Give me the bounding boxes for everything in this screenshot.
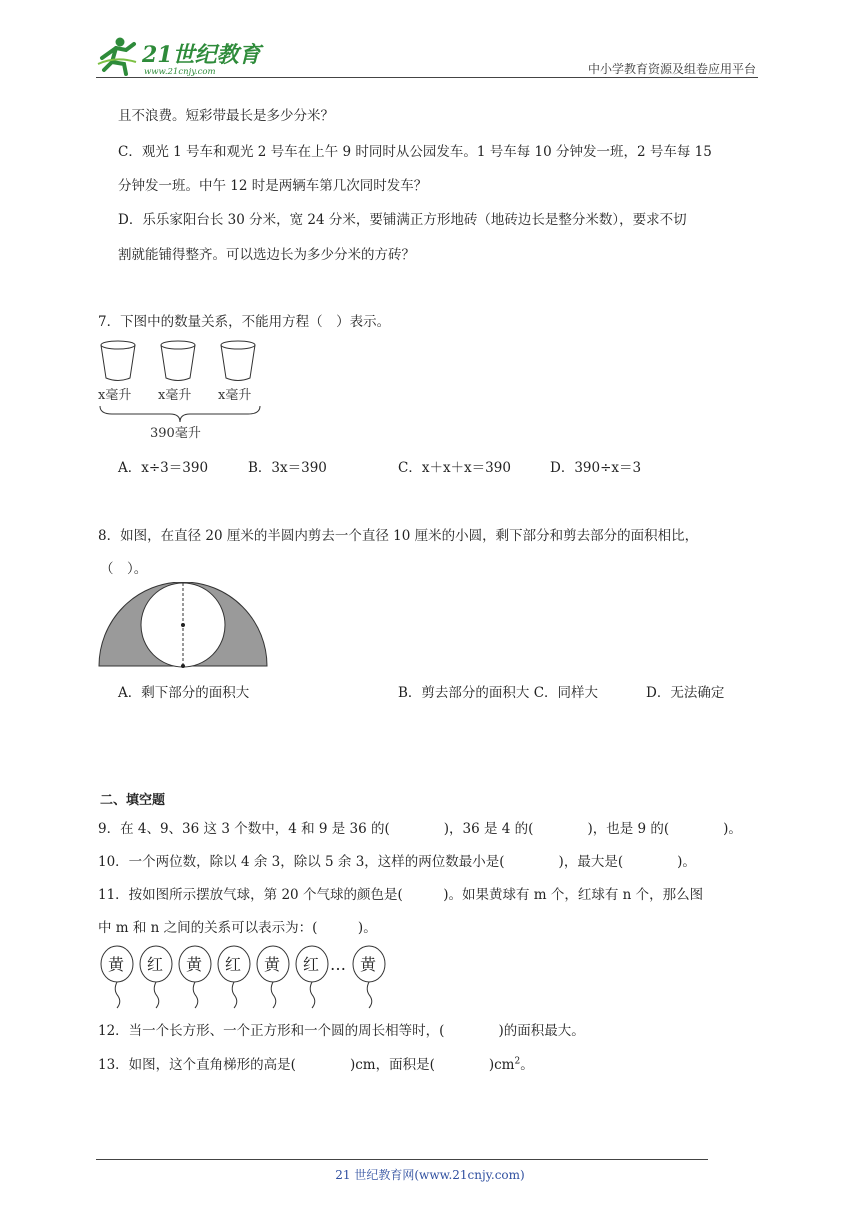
q9-text: 9．在 4、9、36 这 3 个数中，4 和 9 是 36 的( )，36 是 4 的( )，也是 9 的( )。	[98, 821, 742, 837]
balloon-4	[218, 946, 250, 1008]
q7-option-b: B．3x＝390	[248, 460, 327, 476]
q11-balloons-figure	[98, 944, 388, 1010]
balloon-label-4: 红	[225, 955, 242, 974]
balloon-label-3: 黄	[186, 955, 203, 974]
cup-label-1: x毫升	[98, 388, 132, 403]
q11-line-2: 中 m 和 n 之间的关系可以表示为：( )。	[98, 920, 377, 936]
balloon-label-7: 黄	[360, 955, 377, 974]
runner-logo-icon	[96, 34, 266, 78]
q8-stem-line-1: 8．如图，在直径 20 厘米的半圆内剪去一个直径 10 厘米的小圆，剩下部分和剪去部分的面积相比，	[98, 528, 699, 544]
q6-line-1: 且不浪费。短彩带最长是多少分米？	[118, 108, 334, 124]
balloon-1	[101, 946, 133, 1008]
balloon-label-1: 黄	[108, 955, 125, 974]
cup-1	[101, 341, 135, 381]
cup-2	[161, 341, 195, 381]
balloon-3	[179, 946, 211, 1008]
q8-option-b-c: B．剪去部分的面积大 C．同样大	[398, 685, 599, 701]
base-dot	[181, 664, 185, 668]
balloon-label-6: 红	[303, 955, 320, 974]
q6-option-d-line-1: D．乐乐家阳台长 30 分米，宽 24 分米，要铺满正方形地砖（地砖边长是整分米数），要求不切	[118, 212, 687, 228]
center-dot	[181, 623, 185, 627]
balloon-label-2: 红	[147, 955, 164, 974]
q8-option-d: D．无法确定	[646, 685, 725, 701]
balloon-5	[257, 946, 289, 1008]
brand-logo	[96, 34, 266, 78]
section-2-title: 二、填空题	[100, 793, 166, 808]
q7-option-d: D．390÷x＝3	[550, 460, 642, 476]
cup-label-2: x毫升	[158, 388, 192, 403]
q7-stem: 7．下图中的数量关系，不能用方程（ ）表示。	[98, 314, 391, 330]
balloon-7	[353, 946, 385, 1008]
q10-text: 10．一个两位数，除以 4 余 3，除以 5 余 3，这样的两位数最小是( )，最大是( )。	[98, 854, 696, 870]
q7-option-a: A．x÷3＝390	[118, 460, 209, 476]
q8-semicircle-figure	[96, 582, 272, 672]
footer-text: 21 世纪教育网(www.21cnjy.com)	[335, 1168, 525, 1182]
q8-stem-line-2: （ ）。	[100, 561, 148, 577]
balloon-6	[296, 946, 328, 1008]
q13-prefix: 13．如图，这个直角梯形的高是( )cm，面积是( )cm	[98, 1057, 515, 1073]
brand-name: 21世纪教育	[142, 42, 261, 68]
brand-url: www.21cnjy.com	[144, 67, 216, 77]
total-label: 390毫升	[150, 426, 201, 441]
q13-superscript: 2	[514, 1056, 521, 1067]
header-divider	[96, 77, 758, 78]
q7-cups-figure	[96, 336, 266, 442]
q12-text: 12．当一个长方形、一个正方形和一个圆的周长相等时，( )的面积最大。	[98, 1023, 585, 1039]
header-platform-text: 中小学教育资源及组卷应用平台	[587, 62, 756, 76]
footer-divider	[96, 1159, 708, 1160]
q11-line-1: 11．按如图所示摆放气球，第 20 个气球的颜色是( )。如果黄球有 m 个，红球有 n 个，那么图	[98, 887, 704, 903]
balloon-ellipsis: …	[330, 955, 346, 974]
cup-label-3: x毫升	[218, 388, 252, 403]
q6-option-c-line-2: 分钟发一班。中午 12 时是两辆车第几次同时发车？	[118, 178, 428, 194]
balloon-label-5: 黄	[264, 955, 281, 974]
balloon-2	[140, 946, 172, 1008]
q6-option-d-line-2: 割就能铺得整齐。可以选边长为多少分米的方砖？	[118, 247, 415, 263]
q13-suffix: 。	[520, 1057, 534, 1073]
q13-text	[98, 1053, 534, 1073]
cup-3	[221, 341, 255, 381]
q8-option-a: A．剩下部分的面积大	[118, 685, 250, 701]
q6-option-c-line-1: C．观光 1 号车和观光 2 号车在上午 9 时同时从公园发车。1 号车每 10 分钟发一班，2 号车每 15	[118, 144, 712, 160]
total-brace	[100, 406, 260, 422]
q7-option-c: C．x＋x＋x＝390	[398, 460, 511, 476]
